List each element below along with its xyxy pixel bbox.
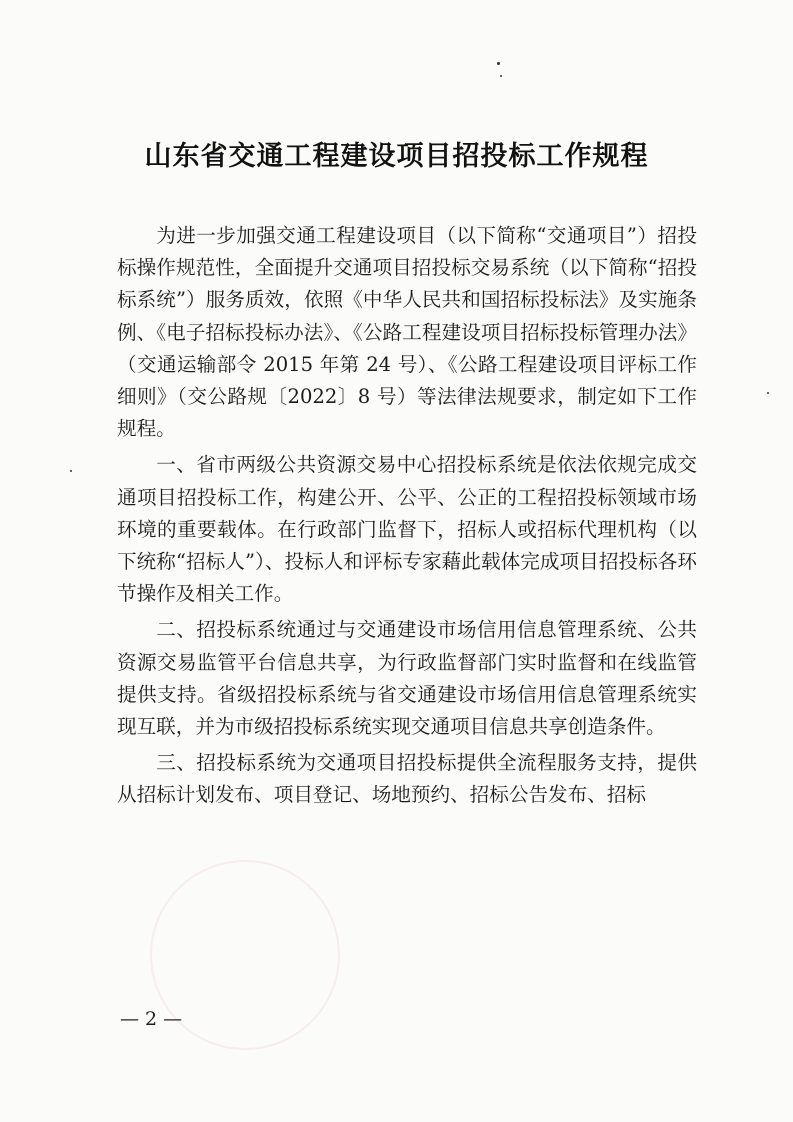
document-title: 山东省交通工程建设项目招投标工作规程 [144,141,649,172]
scan-speck [500,75,502,77]
page-number: — 2 — [120,1008,183,1030]
paragraph-three: 三、招投标系统为交通项目招投标提供全流程服务支持，提供从招标计划发布、项目登记、场地预约、招标公告发布、招标 [117,751,697,807]
scan-speck [497,62,500,65]
paragraph-intro: 为进一步加强交通工程建设项目（以下简称“交通项目”）招投标操作规范性，全面提升交通项目招投标交易系统（以下简称“招投标系统”）服务质效，依照《中华人民共和国招标投标法》及实施条例、《电子招标投标办法》、《公路工程建设项目招标投标管理办法》（交通运输部令 2015 年第 24 号）、《公路工程建设项目评标工作细则》（交公路规〔2022〕8 号）等法律法规要求，制定如下工作规程。 [117,224,697,441]
paragraph-one: 一、省市两级公共资源交易中心招投标系统是依法依规完成交通项目招投标工作，构建公开、公平、公正的工程招投标领域市场环境的重要载体。在行政部门监督下，招标人或招标代理机构（以下统称“招标人”）、投标人和评标专家藉此载体完成项目招投标各环节操作及相关工作。 [117,453,697,606]
document-body [117,220,697,816]
scan-speck [70,470,72,472]
paragraph-two: 二、招投标系统通过与交通建设市场信用信息管理系统、公共资源交易监管平台信息共享，为行政监督部门实时监督和在线监管提供支持。省级招投标系统与省交通建设市场信用信息管理系统实现互联，并为市级招投标系统实现交通项目信息共享创造条件。 [117,618,697,739]
scan-speck [767,392,769,394]
